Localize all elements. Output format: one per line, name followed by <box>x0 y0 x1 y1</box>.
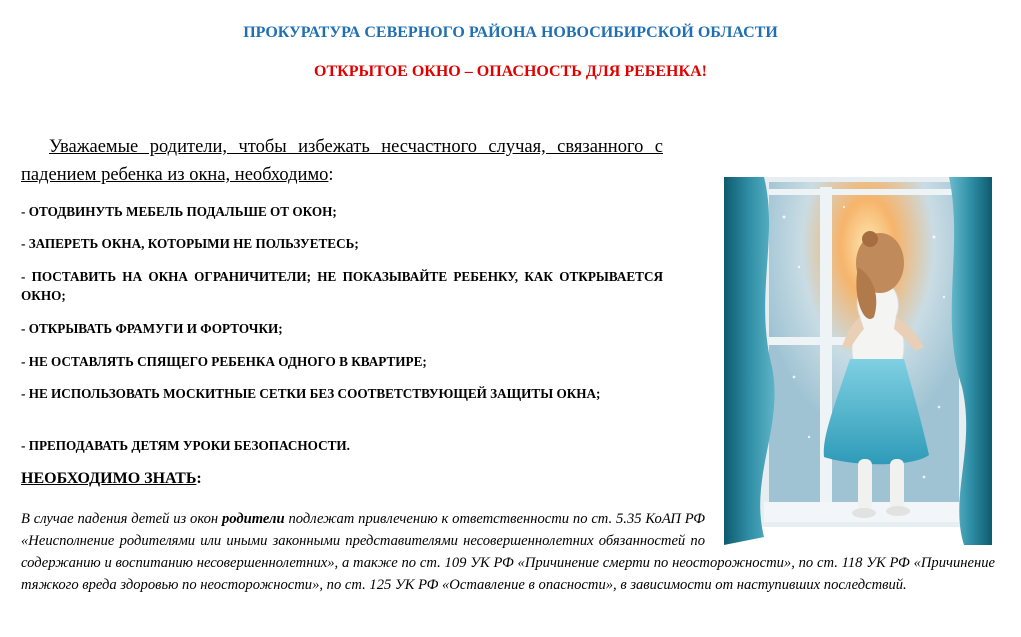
must-know-colon: : <box>196 470 202 487</box>
law-part2: подлежат привлечению к ответственности по ст. 5.35 КоАП РФ «Неисполнение родителями или иными законными представителями несовершеннолетних обязанностей по содержанию и воспитанию несовершеннолетних», а также по ст. 109 УК РФ «Причинение смерти по неосторожности», по ст. 118 УК РФ «Причинение тяжкого вреда здоровью по неосторожности», по ст. 125 УК РФ «Оставление в опасности», в зависимости от наступивших последствий. <box>21 511 995 593</box>
intro-text: Уважаемые родители, чтобы избежать несчастного случая, связанного с падением ребенка из окна, необходимо <box>21 137 663 185</box>
list-item: - ПОСТАВИТЬ НА ОКНА ОГРАНИЧИТЕЛИ; НЕ ПОКАЗЫВАЙТЕ РЕБЕНКУ, КАК ОТКРЫВАЕТСЯ ОКНО; <box>21 269 663 303</box>
must-know-heading <box>21 470 202 488</box>
org-title: ПРОКУРАТУРА СЕВЕРНОГО РАЙОНА НОВОСИБИРСКОЙ ОБЛАСТИ <box>243 24 778 41</box>
warning-title: ОТКРЫТОЕ ОКНО – ОПАСНОСТЬ ДЛЯ РЕБЕНКА! <box>314 63 707 80</box>
law-emphasis: родители <box>222 511 285 527</box>
list-item: - ОТОДВИНУТЬ МЕБЕЛЬ ПОДАЛЬШЕ ОТ ОКОН; <box>21 204 337 219</box>
intro-paragraph <box>21 133 663 189</box>
list-item: - НЕ ИСПОЛЬЗОВАТЬ МОСКИТНЫЕ СЕТКИ БЕЗ СООТВЕТСТВУЮЩЕЙ ЗАЩИТЫ ОКНА; <box>21 386 601 401</box>
girl-at-window-illustration <box>724 177 992 545</box>
list-item: - ПРЕПОДАВАТЬ ДЕТЯМ УРОКИ БЕЗОПАСНОСТИ. <box>21 438 350 453</box>
list-item: - ОТКРЫВАТЬ ФРАМУГИ И ФОРТОЧКИ; <box>21 321 283 336</box>
list-item: - ЗАПЕРЕТЬ ОКНА, КОТОРЫМИ НЕ ПОЛЬЗУЕТЕСЬ; <box>21 236 359 251</box>
law-part1: В случае падения детей из окон <box>21 511 222 527</box>
intro-colon: : <box>328 165 334 185</box>
must-know-text: НЕОБХОДИМО ЗНАТЬ <box>21 470 197 487</box>
list-item: - НЕ ОСТАВЛЯТЬ СПЯЩЕГО РЕБЕНКА ОДНОГО В КВАРТИРЕ; <box>21 354 427 369</box>
